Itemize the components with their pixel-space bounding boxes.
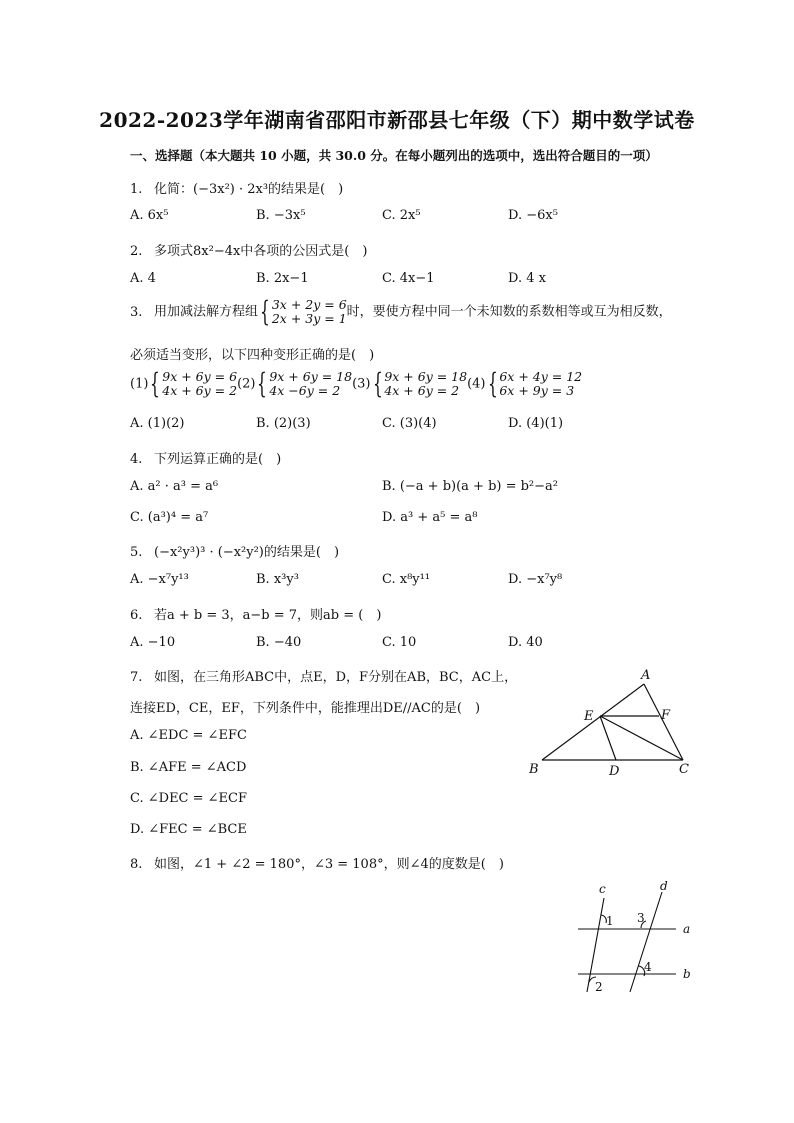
q6-option-a[interactable]: A. −10 — [130, 635, 176, 650]
question-number: 8. — [130, 857, 143, 872]
label-angle-4: 4 — [644, 960, 652, 974]
equation: 9x + 6y = 18 — [269, 369, 353, 384]
variant-system — [148, 367, 238, 401]
label-angle-1: 1 — [606, 914, 614, 928]
q1-option-a[interactable]: A. 6x⁵ — [130, 208, 169, 223]
q1-option-c[interactable]: C. 2x⁵ — [382, 208, 421, 223]
variant-label: (1) — [130, 376, 149, 392]
q7-option-c[interactable]: C. ∠DEC = ∠ECF — [130, 791, 248, 806]
label-d: d — [660, 879, 668, 893]
question-text: 如图，在三角形ABC中，点E，D，F分别在AB，BC，AC上， — [154, 670, 518, 685]
line-d — [630, 892, 662, 992]
variant-label: (2) — [237, 376, 256, 392]
label-c: c — [599, 882, 606, 896]
q6-option-b[interactable]: B. −40 — [256, 635, 302, 650]
question-2-stem — [130, 240, 367, 259]
q5-option-a[interactable]: A. −x⁷y¹³ — [130, 572, 189, 587]
equation: 6x + 9y = 3 — [499, 383, 575, 398]
q4-option-b[interactable]: B. (−a + b)(a + b) = b²−a² — [382, 479, 559, 494]
question-text-post: 时，要使方程中同一个未知数的系数相等或互为相反数， — [346, 304, 672, 320]
variant-system — [255, 367, 353, 401]
question-7-stem — [130, 666, 517, 685]
equation-system — [258, 295, 347, 329]
question-1-stem — [130, 178, 343, 197]
question-number: 1. — [130, 182, 143, 197]
question-number: 7. — [130, 670, 143, 685]
question-text: 多项式8x²−4x中各项的公因式是( ) — [154, 244, 368, 259]
q7-option-b[interactable]: B. ∠AFE = ∠ACD — [130, 760, 247, 775]
label-c: C — [679, 762, 689, 777]
q6-option-d[interactable]: D. 40 — [508, 635, 543, 650]
question-7-line2: 连接ED，CE，EF，下列条件中，能推理出DE//AC的是( ) — [130, 701, 481, 716]
question-text: 下列运算正确的是( ) — [154, 452, 282, 467]
q7-option-a[interactable]: A. ∠EDC = ∠EFC — [130, 728, 247, 743]
q5-option-b[interactable]: B. x³y³ — [256, 572, 299, 587]
q3-option-d[interactable]: D. (4)(1) — [508, 416, 564, 431]
equation: 9x + 6y = 6 — [162, 369, 238, 384]
segment-ec — [600, 716, 683, 760]
brace-icon: { — [260, 295, 270, 329]
triangle-figure — [520, 662, 700, 782]
brace-icon: { — [150, 367, 161, 401]
q7-option-d[interactable]: D. ∠FEC = ∠BCE — [130, 822, 247, 837]
q4-option-c[interactable]: C. (a³)⁴ = a⁷ — [130, 510, 209, 525]
question-number: 5. — [130, 545, 143, 560]
q2-option-d[interactable]: D. 4 x — [508, 271, 546, 286]
question-3-line2: 必须适当变形，以下四种变形正确的是( ) — [130, 348, 375, 363]
page-title: 2022-2023学年湖南省邵阳市新邵县七年级（下）期中数学试卷 — [99, 108, 695, 132]
question-3-stem — [130, 295, 672, 329]
q3-option-a[interactable]: A. (1)(2) — [130, 416, 185, 431]
equation: 6x + 4y = 12 — [499, 369, 583, 384]
variant-system — [371, 367, 468, 401]
label-angle-2: 2 — [595, 980, 603, 994]
brace-icon: { — [257, 367, 268, 401]
question-8-stem — [130, 853, 504, 872]
question-5-stem — [130, 541, 339, 560]
parallel-lines-figure — [570, 878, 700, 998]
equation: 9x + 6y = 18 — [384, 369, 468, 384]
label-e: E — [584, 709, 594, 724]
question-4-stem — [130, 448, 281, 467]
equation: 4x + 6y = 2 — [162, 383, 238, 398]
equation: 3x + 2y = 6 — [271, 297, 347, 312]
q2-option-b[interactable]: B. 2x−1 — [256, 271, 309, 286]
q5-option-c[interactable]: C. x⁸y¹¹ — [382, 572, 431, 587]
question-text-pre: 用加减法解方程组 — [154, 304, 259, 320]
q6-option-c[interactable]: C. 10 — [382, 635, 417, 650]
question-text: (−x²y³)³ · (−x²y²)的结果是( ) — [154, 545, 340, 560]
question-number: 6. — [130, 608, 143, 623]
label-angle-3: 3 — [637, 911, 645, 925]
equation: 2x + 3y = 1 — [271, 311, 347, 326]
question-text: 化简：(−3x²) · 2x³的结果是( ) — [154, 182, 344, 197]
question-number: 4. — [130, 452, 143, 467]
q3-option-c[interactable]: C. (3)(4) — [382, 416, 437, 431]
q3-variants — [130, 367, 583, 401]
q2-option-c[interactable]: C. 4x−1 — [382, 271, 435, 286]
q4-option-d[interactable]: D. a³ + a⁵ = a⁸ — [382, 510, 478, 525]
line-c — [587, 898, 604, 992]
question-text: 若a + b = 3，a−b = 7，则ab = ( ) — [154, 608, 382, 623]
q2-option-a[interactable]: A. 4 — [130, 271, 156, 286]
equation: 4x + 6y = 2 — [384, 383, 460, 398]
variant-label: (3) — [352, 376, 371, 392]
equation: 4x −6y = 2 — [269, 383, 341, 398]
label-b: B — [529, 762, 539, 777]
label-b: b — [683, 967, 691, 981]
brace-icon: { — [372, 367, 383, 401]
label-a: A — [641, 668, 651, 683]
q1-option-b[interactable]: B. −3x⁵ — [256, 208, 306, 223]
label-a: a — [683, 922, 691, 936]
question-6-stem — [130, 604, 381, 623]
question-number: 2. — [130, 244, 143, 259]
section-header: 一、选择题（本大题共 10 小题，共 30.0 分。在每小题列出的选项中，选出符合题目的一项） — [130, 148, 658, 163]
variant-system — [486, 367, 583, 401]
q5-option-d[interactable]: D. −x⁷y⁸ — [508, 572, 563, 587]
q3-option-b[interactable]: B. (2)(3) — [256, 416, 311, 431]
label-f: F — [661, 708, 671, 723]
variant-label: (4) — [467, 376, 486, 392]
q1-option-d[interactable]: D. −6x⁵ — [508, 208, 558, 223]
brace-icon: { — [487, 367, 498, 401]
question-text: 如图，∠1 + ∠2 = 180°，∠3 = 108°，则∠4的度数是( ) — [154, 857, 504, 872]
q4-option-a[interactable]: A. a² · a³ = a⁶ — [130, 479, 219, 494]
question-number: 3. — [130, 304, 143, 320]
label-d: D — [609, 764, 620, 779]
